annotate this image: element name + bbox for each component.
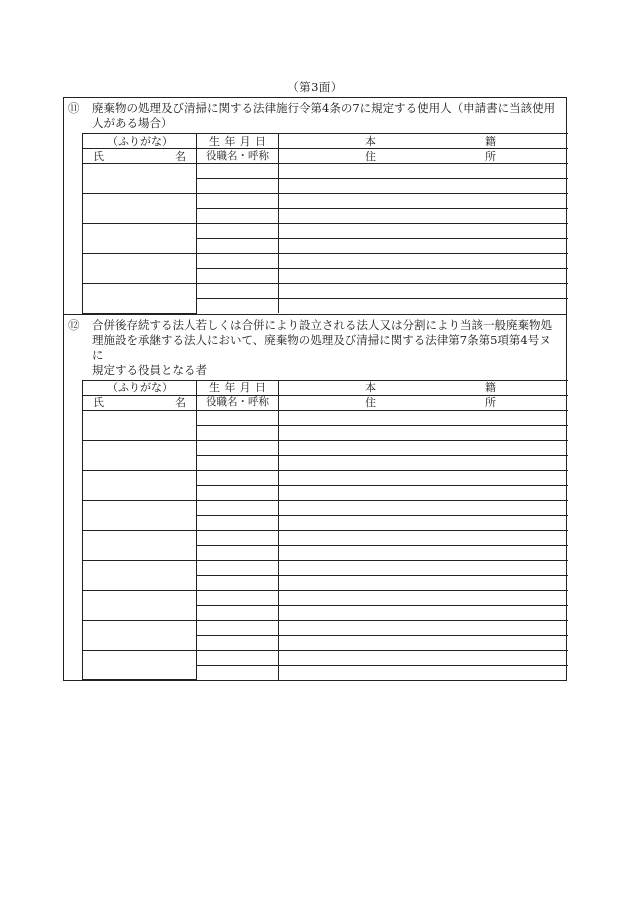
name-field[interactable] bbox=[83, 224, 197, 254]
birth-date-field[interactable] bbox=[197, 590, 279, 605]
section-number: ⑪ bbox=[68, 101, 80, 115]
honseki-field[interactable] bbox=[279, 560, 569, 575]
role-field[interactable] bbox=[197, 515, 279, 530]
name-field[interactable] bbox=[83, 410, 197, 440]
address-field[interactable] bbox=[279, 425, 569, 440]
section-11 bbox=[64, 98, 566, 315]
honseki-field[interactable] bbox=[279, 650, 569, 665]
honseki-field[interactable] bbox=[279, 224, 569, 239]
address-field[interactable] bbox=[279, 299, 569, 314]
honseki-field[interactable] bbox=[279, 500, 569, 515]
address-field[interactable] bbox=[279, 575, 569, 590]
role-field[interactable] bbox=[197, 635, 279, 650]
name-field[interactable] bbox=[83, 650, 197, 680]
name-field[interactable] bbox=[83, 590, 197, 620]
address-field[interactable] bbox=[279, 269, 569, 284]
role-field[interactable] bbox=[197, 545, 279, 560]
address-field[interactable] bbox=[279, 455, 569, 470]
address-field[interactable] bbox=[279, 179, 569, 194]
honseki-field[interactable] bbox=[279, 590, 569, 605]
address-field[interactable] bbox=[279, 665, 569, 680]
furigana-header: （ふりがな） bbox=[107, 134, 173, 148]
name-field[interactable] bbox=[83, 254, 197, 284]
birth-date-header: 生 年 月 日 bbox=[209, 381, 266, 394]
name-field[interactable] bbox=[83, 284, 197, 314]
address-field[interactable] bbox=[279, 209, 569, 224]
address-field[interactable] bbox=[279, 239, 569, 254]
birth-date-field[interactable] bbox=[197, 194, 279, 209]
name-field[interactable] bbox=[83, 620, 197, 650]
role-field[interactable] bbox=[197, 485, 279, 500]
honseki-field[interactable] bbox=[279, 194, 569, 209]
role-field[interactable] bbox=[197, 605, 279, 620]
name-header: 氏 名 bbox=[93, 149, 186, 163]
role-header: 役職名・呼称 bbox=[206, 396, 269, 408]
address-field[interactable] bbox=[279, 515, 569, 530]
birth-date-field[interactable] bbox=[197, 410, 279, 425]
role-field[interactable] bbox=[197, 269, 279, 284]
honseki-header: 本 籍 bbox=[365, 134, 496, 148]
section-11-table bbox=[82, 133, 568, 314]
birth-date-field[interactable] bbox=[197, 164, 279, 179]
honseki-field[interactable] bbox=[279, 470, 569, 485]
birth-date-field[interactable] bbox=[197, 560, 279, 575]
role-field[interactable] bbox=[197, 239, 279, 254]
name-field[interactable] bbox=[83, 194, 197, 224]
name-field[interactable] bbox=[83, 530, 197, 560]
role-field[interactable] bbox=[197, 575, 279, 590]
honseki-field[interactable] bbox=[279, 254, 569, 269]
furigana-header: （ふりがな） bbox=[107, 381, 173, 394]
section-12-heading bbox=[64, 315, 566, 380]
section-12 bbox=[64, 315, 566, 681]
birth-date-field[interactable] bbox=[197, 284, 279, 299]
section-title: 廃棄物の処理及び清掃に関する法律施行令第4条の7に規定する使用人（申請書に当該使用 人がある場合） bbox=[92, 101, 556, 130]
address-field[interactable] bbox=[279, 545, 569, 560]
birth-date-field[interactable] bbox=[197, 620, 279, 635]
section-12-table bbox=[82, 380, 568, 681]
honseki-field[interactable] bbox=[279, 530, 569, 545]
honseki-field[interactable] bbox=[279, 440, 569, 455]
birth-date-field[interactable] bbox=[197, 650, 279, 665]
name-field[interactable] bbox=[83, 500, 197, 530]
birth-date-field[interactable] bbox=[197, 440, 279, 455]
address-field[interactable] bbox=[279, 635, 569, 650]
address-field[interactable] bbox=[279, 485, 569, 500]
honseki-field[interactable] bbox=[279, 410, 569, 425]
role-header: 役職名・呼称 bbox=[206, 149, 269, 162]
role-field[interactable] bbox=[197, 209, 279, 224]
name-field[interactable] bbox=[83, 470, 197, 500]
name-field[interactable] bbox=[83, 560, 197, 590]
birth-date-field[interactable] bbox=[197, 530, 279, 545]
role-field[interactable] bbox=[197, 179, 279, 194]
honseki-header: 本 籍 bbox=[365, 381, 496, 394]
honseki-field[interactable] bbox=[279, 284, 569, 299]
honseki-field[interactable] bbox=[279, 164, 569, 179]
header-row bbox=[83, 380, 569, 395]
address-field[interactable] bbox=[279, 605, 569, 620]
role-field[interactable] bbox=[197, 665, 279, 680]
role-field[interactable] bbox=[197, 425, 279, 440]
birth-date-field[interactable] bbox=[197, 500, 279, 515]
form-sheet bbox=[63, 97, 567, 681]
header-row bbox=[83, 134, 569, 149]
role-field[interactable] bbox=[197, 455, 279, 470]
birth-date-header: 生 年 月 日 bbox=[209, 134, 266, 148]
section-11-heading bbox=[64, 98, 566, 133]
section-title: 合併後存続する法人若しくは合併により設立される法人又は分割により当該一般廃棄物処 理施設を承継する法人において、廃棄物の処理及び清掃に関する法律第7条第5項第4号ヌに 規定する役員となる者 bbox=[92, 317, 552, 377]
birth-date-field[interactable] bbox=[197, 254, 279, 269]
name-field[interactable] bbox=[83, 164, 197, 194]
page-title: （第3面） bbox=[287, 80, 343, 94]
role-field[interactable] bbox=[197, 299, 279, 314]
name-field[interactable] bbox=[83, 440, 197, 470]
section-number: ⑫ bbox=[68, 317, 80, 332]
address-header: 住 所 bbox=[365, 396, 496, 409]
name-header: 氏 名 bbox=[93, 396, 186, 409]
address-header: 住 所 bbox=[365, 149, 496, 163]
birth-date-field[interactable] bbox=[197, 224, 279, 239]
header-row bbox=[83, 149, 569, 164]
header-row bbox=[83, 395, 569, 410]
honseki-field[interactable] bbox=[279, 620, 569, 635]
birth-date-field[interactable] bbox=[197, 470, 279, 485]
